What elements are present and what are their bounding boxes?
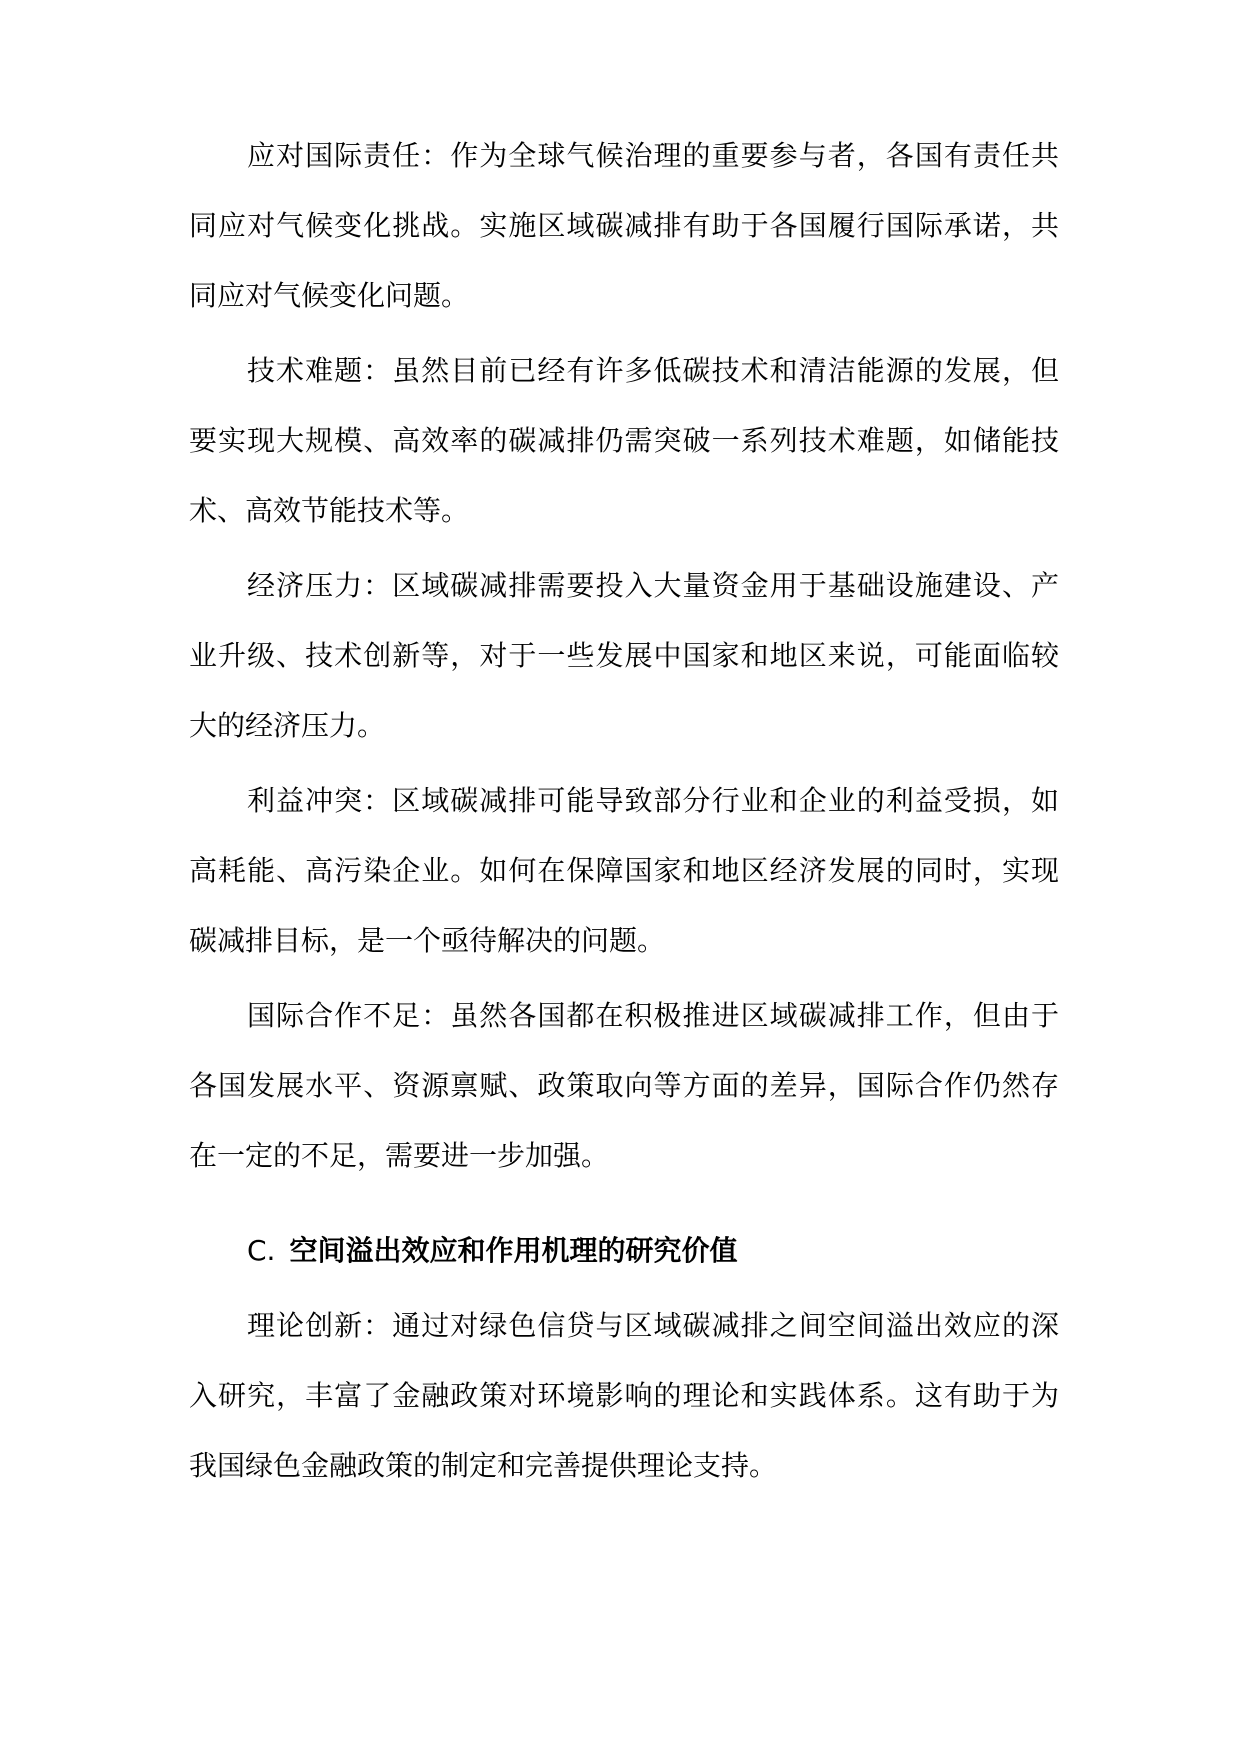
paragraph-economic-pressure-line-1: 经济压力：区域碳减排需要投入大量资金用于基础设施建设、产 [247, 569, 1059, 602]
paragraph-technical-difficulty-line-2: 要实现大规模、高效率的碳减排仍需突破一系列技术难题，如储能技 [189, 424, 1059, 457]
paragraph-international-responsibility-line-1: 应对国际责任：作为全球气候治理的重要参与者，各国有责任共 [247, 139, 1059, 172]
paragraph-interest-conflict-line-1: 利益冲突：区域碳减排可能导致部分行业和企业的利益受损，如 [247, 784, 1059, 817]
paragraph-cooperation-line-1: 国际合作不足：虽然各国都在积极推进区域碳减排工作，但由于 [247, 999, 1059, 1032]
paragraph-economic-pressure-line-3: 大的经济压力。 [189, 709, 386, 742]
paragraph-theoretical-innovation-line-2: 入研究，丰富了金融政策对环境影响的理论和实践体系。这有助于为 [189, 1379, 1059, 1412]
paragraph-interest-conflict-line-2: 高耗能、高污染企业。如何在保障国家和地区经济发展的同时，实现 [189, 854, 1059, 887]
paragraph-international-responsibility-line-3: 同应对气候变化问题。 [189, 279, 470, 312]
section-heading-title: 空间溢出效应和作用机理的研究价值 [289, 1234, 738, 1267]
paragraph-theoretical-innovation-line-3: 我国绿色金融政策的制定和完善提供理论支持。 [189, 1449, 778, 1482]
section-heading-marker: C. [247, 1234, 276, 1267]
paragraph-technical-difficulty-line-3: 术、高效节能技术等。 [189, 494, 470, 527]
paragraph-interest-conflict-line-3: 碳减排目标，是一个亟待解决的问题。 [189, 924, 666, 957]
section-heading [247, 1228, 1059, 1274]
paragraph-theoretical-innovation-line-1: 理论创新：通过对绿色信贷与区域碳减排之间空间溢出效应的深 [247, 1309, 1059, 1342]
paragraph-international-responsibility-line-2: 同应对气候变化挑战。实施区域碳减排有助于各国履行国际承诺，共 [189, 209, 1059, 242]
paragraph-cooperation-line-3: 在一定的不足，需要进一步加强。 [189, 1139, 610, 1172]
paragraph-economic-pressure-line-2: 业升级、技术创新等，对于一些发展中国家和地区来说，可能面临较 [189, 639, 1059, 672]
paragraph-technical-difficulty-line-1: 技术难题：虽然目前已经有许多低碳技术和清洁能源的发展，但 [247, 354, 1059, 387]
paragraph-cooperation-line-2: 各国发展水平、资源禀赋、政策取向等方面的差异，国际合作仍然存 [189, 1069, 1059, 1102]
